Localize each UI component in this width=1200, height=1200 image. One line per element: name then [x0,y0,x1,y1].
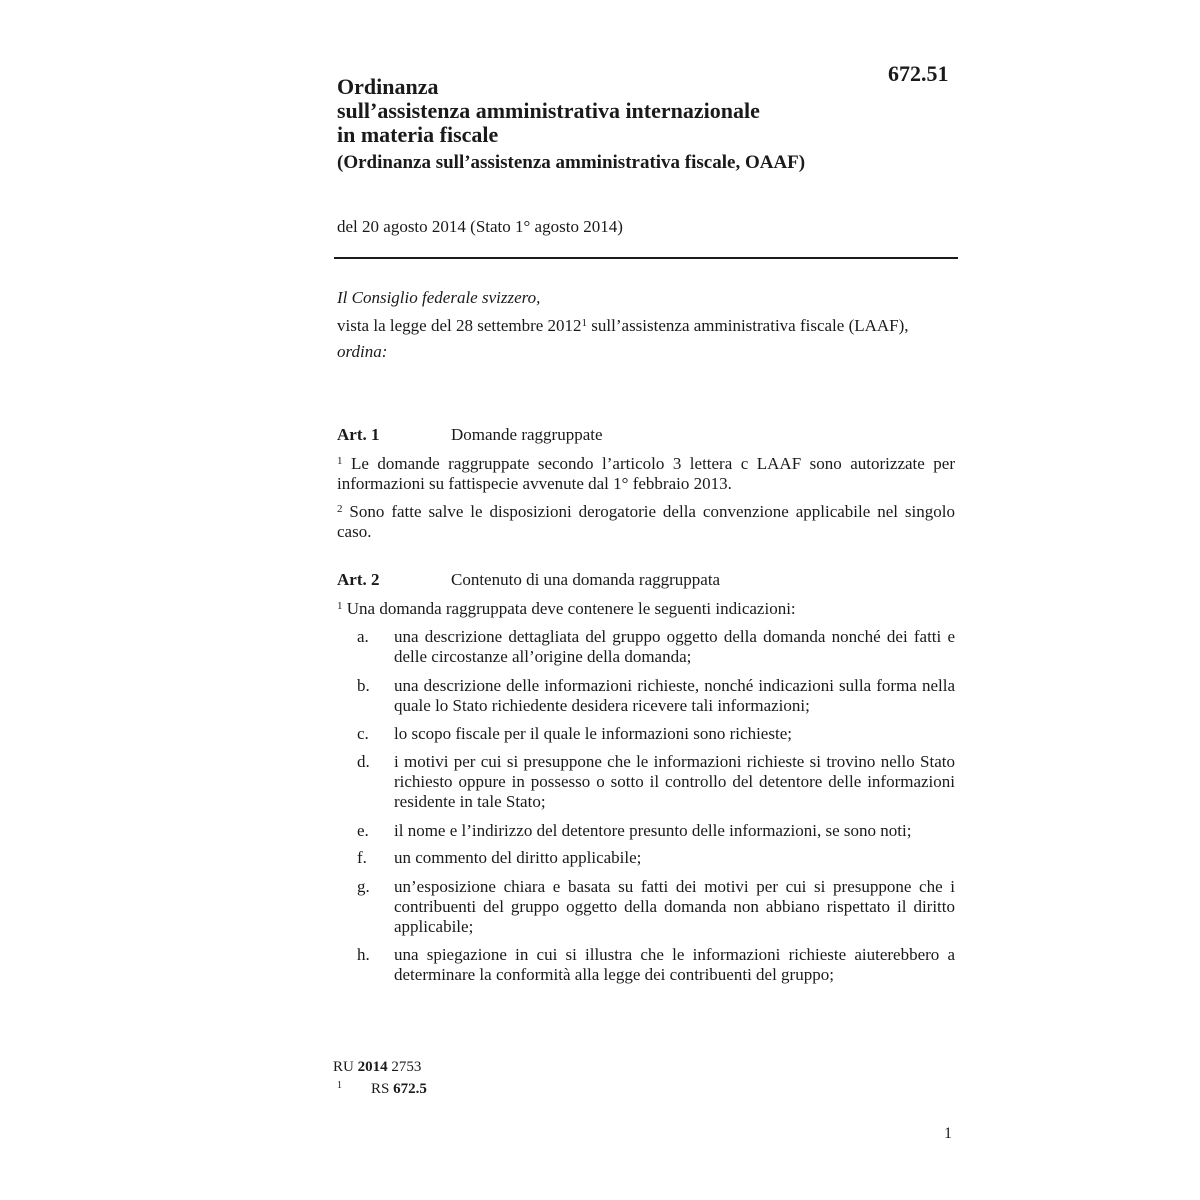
ru-page: 2753 [387,1059,422,1075]
ru-prefix: RU [333,1059,358,1075]
sr-number: 672.51 [888,61,949,86]
article-number: Art. 2 [337,570,380,589]
footnote-reference[interactable]: 1 [581,317,588,329]
footnote-ref: 672.5 [393,1081,427,1097]
preamble-basis-text: vista la legge del 28 settembre 2012 [337,316,582,335]
paragraph-text: Sono fatte salve le disposizioni derogatorie della convenzione applicabile nel singolo caso. [337,502,955,541]
list-letter: f. [357,848,367,867]
footnote: 1 RS 672.5 [337,1080,427,1097]
list-item [357,724,955,744]
list-letter: b. [357,676,370,695]
article-paragraph [337,599,955,619]
paragraph-number: 1 [337,455,343,467]
preamble-basis-text: sull’assistenza amministrativa fiscale (LAAF), [587,316,909,335]
list-item [357,676,955,716]
list-item [357,821,955,841]
document-title [337,75,877,174]
list-text: il nome e l’indirizzo del detentore presunto delle informazioni, se sono noti; [394,821,912,840]
list-letter: d. [357,752,370,771]
article-number: Art. 1 [337,425,380,444]
list-item [357,945,955,985]
paragraph-number: 2 [337,503,343,515]
page-number: 1 [944,1125,952,1142]
title-line: in materia fiscale [337,122,499,147]
title-line: sull’assistenza amministrativa internazionale [337,98,760,123]
list-item [357,627,955,667]
list-letter: c. [357,724,369,743]
paragraph-text: Una domanda raggruppata deve contenere le seguenti indicazioni: [342,599,796,618]
paragraph-number: 1 [337,600,343,612]
article-paragraph [337,502,955,542]
paragraph-text: Le domande raggruppate secondo l’articolo 3 lettera c LAAF sono autorizzate per informazioni su fattispecie avvenute dal 1° febbraio 2013. [337,454,955,493]
footnote-prefix: RS [371,1081,394,1097]
preamble-enacts: ordina: [337,342,388,361]
ru-year: 2014 [357,1059,388,1075]
header-divider [334,257,958,259]
article-heading [337,570,720,590]
list-item [357,848,955,868]
article-title: Domande raggruppate [451,425,603,444]
list-item [357,752,955,812]
list-letter: g. [357,877,370,896]
title-line: Ordinanza [337,74,439,99]
list-text: i motivi per cui si presuppone che le informazioni richieste si trovino nello Stato richiesto oppure in possesso o sotto il controllo del detentore delle informazioni residente in tale Stato; [394,752,955,811]
article-paragraph [337,454,955,494]
list-text: lo scopo fiscale per il quale le informazioni sono richieste; [394,724,792,743]
document-subtitle: (Ordinanza sull’assistenza amministrativa fiscale, OAAF) [337,152,806,173]
article-title: Contenuto di una domanda raggruppata [451,570,721,589]
list-text: una descrizione delle informazioni richieste, nonché indicazioni sulla forma nella quale lo Stato richiedente desidera ricevere tali informazioni; [394,676,955,715]
list-text: un’esposizione chiara e basata su fatti dei motivi per cui si presuppone che i contribuenti del gruppo oggetto della domanda non abbiano rispettato il diritto applicabile; [394,877,955,936]
article-heading [337,425,603,445]
list-text: una descrizione dettagliata del gruppo oggetto della domanda nonché dei fatti e delle circostanze all’origine della domanda; [394,627,955,666]
preamble-authority: Il Consiglio federale svizzero, [337,288,541,307]
list-item [357,877,955,937]
date-line: del 20 agosto 2014 (Stato 1° agosto 2014) [337,217,623,236]
list-letter: a. [357,627,369,646]
official-compilation-reference [333,1058,421,1076]
list-text: un commento del diritto applicabile; [394,848,642,867]
list-letter: e. [357,821,369,840]
list-text: una spiegazione in cui si illustra che le informazioni richieste aiuterebbero a determinare la conformità alla legge dei contribuenti del gruppo; [394,945,955,984]
preamble-basis [337,316,955,336]
list-letter: h. [357,945,370,964]
